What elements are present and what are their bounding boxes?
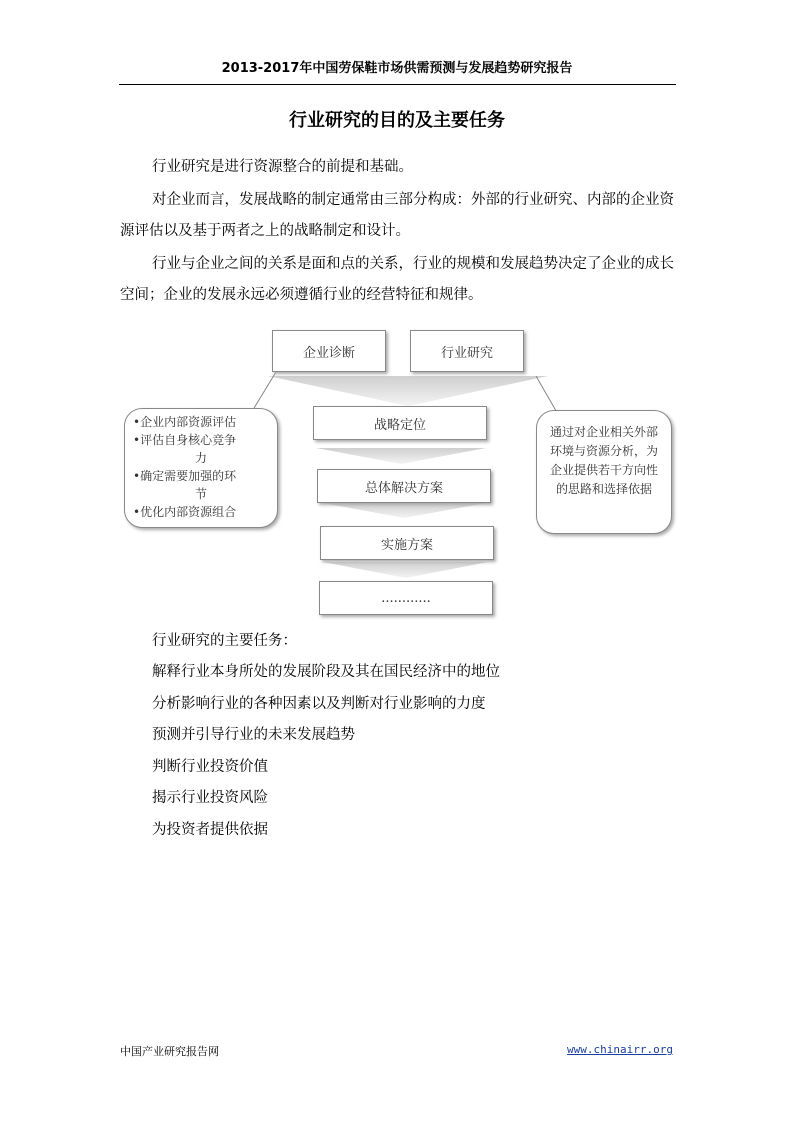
header-title: 2013-2017年中国劳保鞋市场供需预测与发展趋势研究报告 [221,61,573,76]
box-ellipsis: ............ [319,581,493,615]
chevron-shape-2 [323,503,486,518]
bubble-internal-assessment [124,408,278,528]
footer-url-link[interactable]: www.chinairr.org [567,1043,673,1056]
paragraph-1: 行业研究是进行资源整合的前提和基础。 [152,159,413,175]
paragraph-2: 对企业而言，发展战略的制定通常由三部分构成：外部的行业研究、内部的企业资源评估以及基于两者之上的战略制定和设计。 [120,192,674,239]
box-strategy-positioning: 战略定位 [313,406,487,440]
chevron-shape-1 [316,448,486,464]
header-rule [119,84,676,85]
big-chevron-shape [268,376,548,406]
task-item: 分析影响行业的各种因素以及判断对行业影响的力度 [152,696,486,712]
footer-site-name: 中国产业研究报告网 [120,1045,219,1058]
box-enterprise-diagnosis: 企业诊断 [272,330,386,372]
bubble-line: •确定需要加强的环 [133,469,237,483]
bubble-line: 节 [194,487,207,501]
bubble-line: •优化内部资源组合 [133,505,237,519]
section-title: 行业研究的目的及主要任务 [289,110,505,131]
box-industry-research: 行业研究 [410,330,524,372]
box-implementation-plan: 实施方案 [320,526,494,560]
chevron-shape-3 [323,562,488,578]
bubble-line: •评估自身核心竞争 [133,433,237,447]
task-item: 为投资者提供依据 [152,822,268,838]
tasks-label: 行业研究的主要任务： [152,633,297,649]
bubble-line: •企业内部资源评估 [133,415,237,429]
task-item: 判断行业投资价值 [152,759,268,775]
task-item: 解释行业本身所处的发展阶段及其在国民经济中的地位 [152,664,500,680]
box-overall-solution: 总体解决方案 [317,469,491,503]
bubble-external-analysis: 通过对企业相关外部环境与资源分析，为企业提供若干方向性的思路和选择依据 [536,410,672,534]
paragraph-3: 行业与企业之间的关系是面和点的关系，行业的规模和发展趋势决定了企业的成长空间；企业的发展永远必须遵循行业的经营特征和规律。 [120,256,674,303]
task-item: 预测并引导行业的未来发展趋势 [152,727,355,743]
task-item: 揭示行业投资风险 [152,790,268,806]
strategy-diagram [118,328,678,618]
bubble-line: 力 [194,451,207,465]
